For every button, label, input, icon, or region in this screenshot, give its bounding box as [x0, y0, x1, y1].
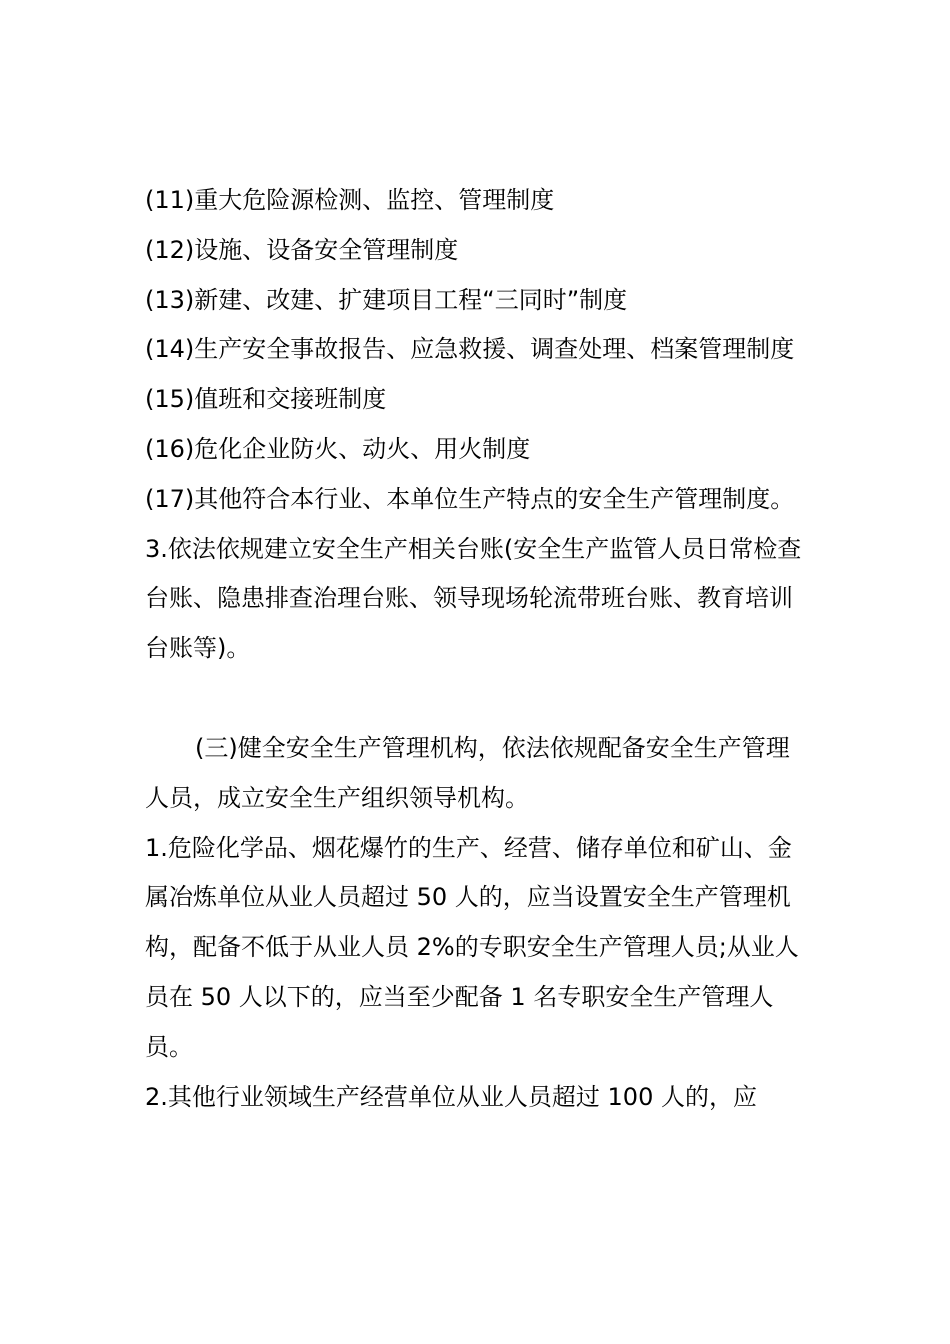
document-body [145, 176, 813, 1122]
item-3-ledgers: 3.依法依规建立安全生产相关台账(安全生产监管人员日常检查台账、隐患排查治理台账、领导现场轮流带班台账、教育培训台账等)。 [145, 534, 802, 663]
section-3-item-2: 2.其他行业领域生产经营单位从业人员超过 100 人的，应 [145, 1082, 757, 1111]
list-item-13: (13)新建、改建、扩建项目工程“三同时”制度 [145, 285, 628, 314]
list-item-15: (15)值班和交接班制度 [145, 385, 387, 414]
paragraph-spacer [145, 674, 813, 724]
list-item-16: (16)危化企业防火、动火、用火制度 [145, 434, 531, 463]
list-item-12: (12)设施、设备安全管理制度 [145, 235, 459, 264]
section-3-heading: (三)健全安全生产管理机构，依法依规配备安全生产管理人员，成立安全生产组织领导机构。 [145, 733, 790, 812]
list-item-17: (17)其他符合本行业、本单位生产特点的安全生产管理制度。 [145, 484, 795, 513]
list-item-11: (11)重大危险源检测、监控、管理制度 [145, 186, 555, 214]
section-3-item-1: 1.危险化学品、烟花爆竹的生产、经营、储存单位和矿山、金属冶炼单位从业人员超过 50 人的，应当设置安全生产管理机构，配备不低于从业人员 2%的专职安全生产管理人员;从业人员在 50 人以下的，应当至少配备 1 名专职安全生产管理人员。 [145, 833, 799, 1061]
list-item-14: (14)生产安全事故报告、应急救援、调查处理、档案管理制度 [145, 335, 795, 364]
